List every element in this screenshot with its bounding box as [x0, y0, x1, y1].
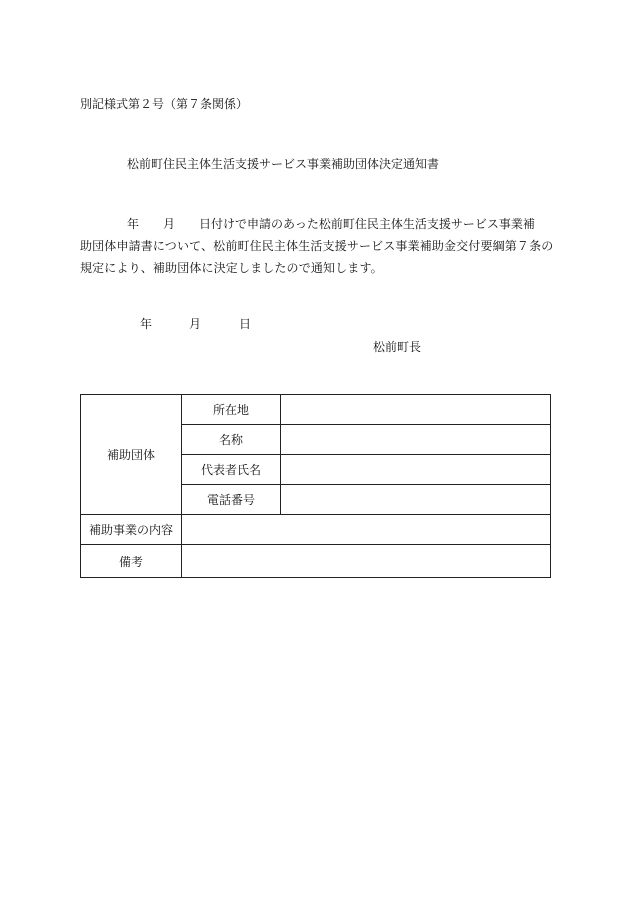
- phone-value-cell[interactable]: [281, 485, 551, 515]
- remarks-value-cell[interactable]: [182, 545, 551, 578]
- body-line-2: 助団体申請書について、松前町住民主体生活支援サービス事業補助金交付要綱第７条の: [80, 239, 554, 253]
- remarks-label: 備考: [81, 545, 182, 578]
- name-value-cell[interactable]: [281, 425, 551, 455]
- table-row: [81, 545, 551, 578]
- table-row: [81, 395, 551, 425]
- date-year: 年: [140, 317, 153, 331]
- phone-label: 電話番号: [182, 485, 281, 515]
- address-value-cell[interactable]: [281, 395, 551, 425]
- project-value-cell[interactable]: [182, 515, 551, 545]
- representative-value-cell[interactable]: [281, 455, 551, 485]
- form-number: 別記様式第２号（第７条関係）: [80, 97, 249, 111]
- date-month: 月: [189, 317, 202, 331]
- group-label: 補助団体: [81, 395, 182, 515]
- project-label: 補助事業の内容: [81, 515, 182, 545]
- representative-label: 代表者氏名: [182, 455, 281, 485]
- body-line-3: 規定により、補助団体に決定しましたので通知します。: [80, 261, 383, 275]
- info-table: [80, 394, 551, 578]
- issuer-name: 松前町長: [373, 340, 422, 354]
- body-line-1: 年 月 日付けで申請のあった松前町住民主体生活支援サービス事業補: [127, 217, 535, 231]
- document-title: 松前町住民主体生活支援サービス事業補助団体決定通知書: [127, 157, 440, 171]
- date-day: 日: [239, 317, 252, 331]
- address-label: 所在地: [182, 395, 281, 425]
- table-row: [81, 515, 551, 545]
- name-label: 名称: [182, 425, 281, 455]
